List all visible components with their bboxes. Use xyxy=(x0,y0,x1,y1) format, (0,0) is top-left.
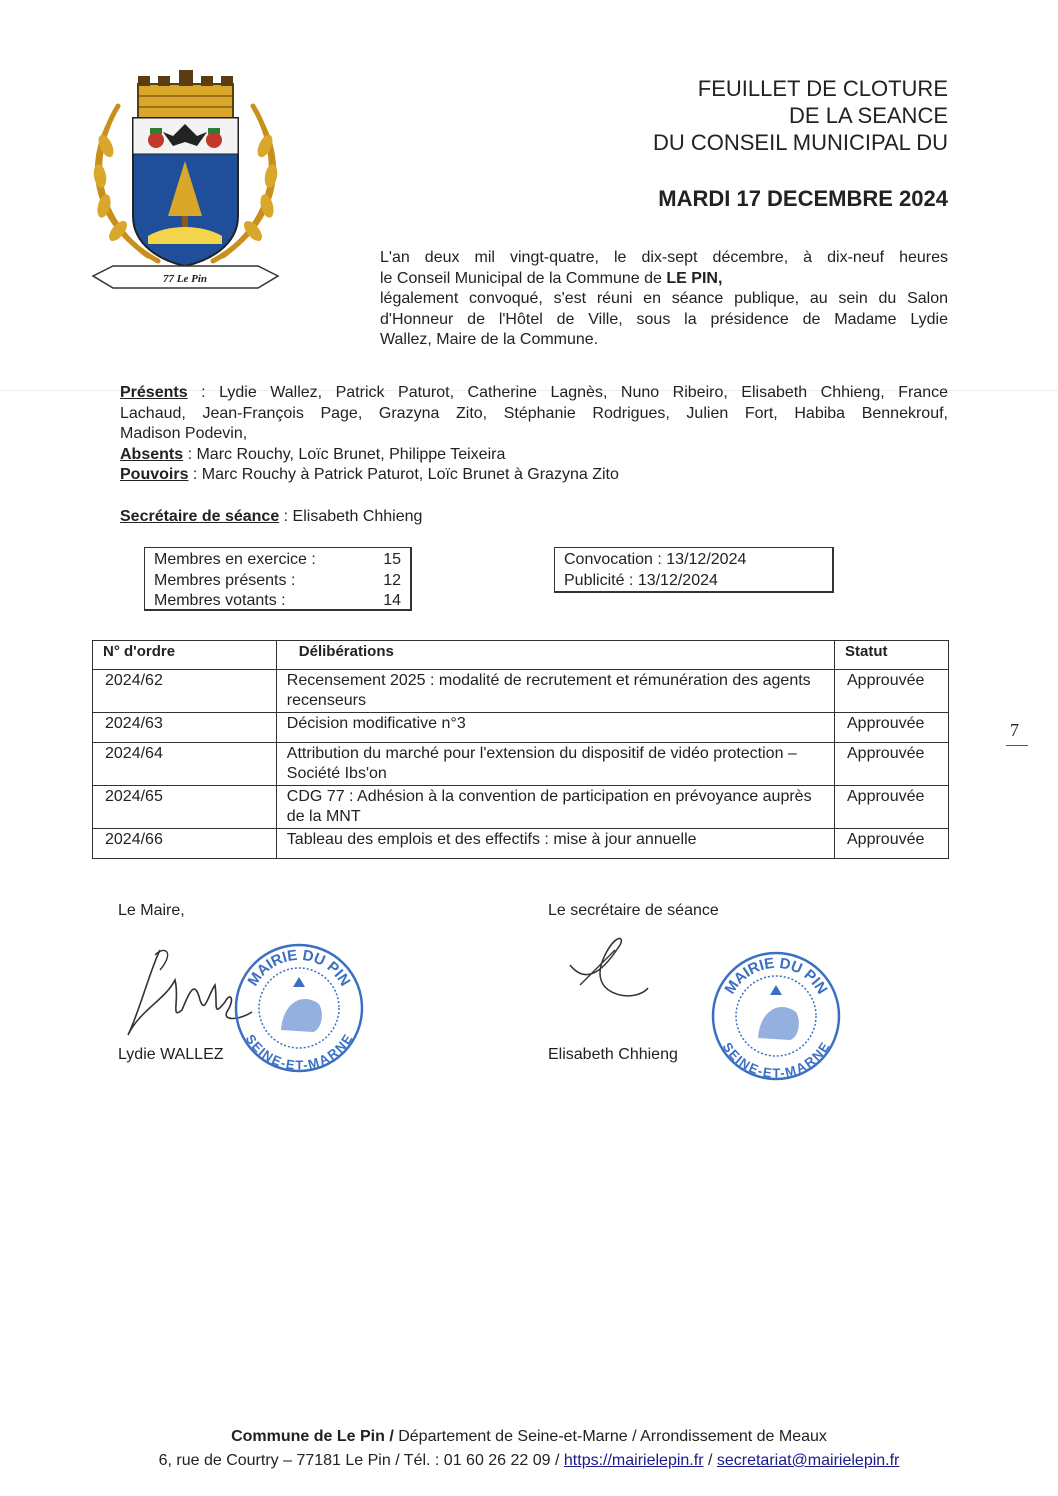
intro-paragraph xyxy=(380,248,948,351)
convocation-dates-box xyxy=(554,547,834,593)
presents-label: Présents xyxy=(120,384,188,401)
mayor-name: Lydie WALLEZ xyxy=(118,1046,224,1063)
members-value: 15 xyxy=(383,551,401,568)
title-line-1: FEUILLET DE CLOTURE xyxy=(697,76,948,101)
row-status: Approuvée xyxy=(835,743,949,786)
row-number: 2024/65 xyxy=(93,786,277,829)
members-value: 14 xyxy=(383,592,401,609)
table-row xyxy=(93,670,949,713)
row-status: Approuvée xyxy=(835,670,949,713)
col-header-statut: Statut xyxy=(835,641,949,670)
row-deliberation: Tableau des emplois et des effectifs : mise à jour annuelle xyxy=(276,829,834,859)
presents-text-1: : Lydie Wallez, Patrick Paturot, Catherine Lagnès, Nuno Ribeiro, Elisabeth Chhieng, France xyxy=(187,384,948,401)
secretaire-line xyxy=(120,508,422,526)
row-number: 2024/64 xyxy=(93,743,277,786)
email-link[interactable]: secretariat@mairielepin.fr xyxy=(716,1452,900,1469)
members-row xyxy=(154,591,410,612)
mairie-stamp-left xyxy=(233,942,365,1079)
secretary-name: Elisabeth Chhieng xyxy=(548,1046,678,1063)
margin-underline xyxy=(1006,745,1028,746)
presents-line-3: Madison Podevin, xyxy=(120,425,248,443)
stamp-top-text: MAIRIE DU PIN xyxy=(721,954,831,998)
table-row xyxy=(93,743,949,786)
intro-line-5: Wallez, Maire de la Commune. xyxy=(380,331,599,349)
stamp-bottom-text: SEINE-ET-MARNE xyxy=(719,1039,833,1081)
pouvoirs-label: Pouvoirs xyxy=(120,466,189,484)
row-number: 2024/62 xyxy=(93,670,277,713)
members-count-box xyxy=(144,547,412,611)
absents-text: : Marc Rouchy, Loïc Brunet, Philippe Teixeira xyxy=(183,445,506,463)
pouvoirs-line xyxy=(120,465,948,486)
pouvoirs-text: : Marc Rouchy à Patrick Paturot, Loïc Brunet à Grazyna Zito xyxy=(188,466,619,484)
footer-separator: / xyxy=(703,1452,717,1469)
presents-line-2: Lachaud, Jean-François Page, Grazyna Zito, Stéphanie Rodrigues, Julien Fort, Habiba Bennekrouf, xyxy=(120,404,948,422)
intro-line-1: L'an deux mil vingt-quatre, le dix-sept décembre, à dix-neuf heures xyxy=(380,249,948,266)
absents-label: Absents xyxy=(120,445,184,463)
row-status: Approuvée xyxy=(835,713,949,743)
footer-contact-line xyxy=(0,1449,1058,1473)
footer-address: 6, rue de Courtry – 77181 Le Pin / Tél. : 01 60 26 22 09 / xyxy=(158,1452,564,1469)
title-line-3: DU CONSEIL MUNICIPAL DU xyxy=(652,130,948,155)
members-label: Membres votants : xyxy=(154,592,286,609)
secretaire-label: Secrétaire de séance xyxy=(120,508,280,525)
table-row xyxy=(93,713,949,743)
convocation-date: Convocation : 13/12/2024 xyxy=(564,551,747,568)
row-deliberation: Décision modificative n°3 xyxy=(276,713,834,743)
mairie-stamp-right xyxy=(710,950,842,1087)
row-number: 2024/63 xyxy=(93,713,277,743)
website-link[interactable]: https://mairielepin.fr xyxy=(563,1452,704,1469)
session-date: MARDI 17 DECEMBRE 2024 xyxy=(658,186,948,211)
intro-line-2 xyxy=(380,269,948,290)
table-header-row xyxy=(93,641,949,670)
col-header-ordre: N° d'ordre xyxy=(93,641,277,670)
margin-page-number: 7 xyxy=(1010,720,1019,740)
svg-text:SEINE-ET-MARNE xyxy=(720,1039,833,1080)
title-line-2: DE LA SEANCE xyxy=(789,103,948,128)
row-deliberation: Attribution du marché pour l'extension du dispositif de vidéo protection – Société Ibs'on xyxy=(276,743,834,786)
intro-line-3: légalement convoqué, s'est réuni en séance publique, au sein du Salon xyxy=(380,290,948,308)
row-status: Approuvée xyxy=(835,786,949,829)
footer-department: Département de Seine-et-Marne / Arrondissement de Meaux xyxy=(393,1428,827,1445)
secretary-signature xyxy=(560,930,660,1010)
members-label: Membres en exercice : xyxy=(154,551,316,568)
table-row xyxy=(93,829,949,859)
table-row xyxy=(93,786,949,829)
members-label: Membres présents : xyxy=(154,571,296,589)
mayor-title: Le Maire, xyxy=(118,902,185,919)
secretary-title: Le secrétaire de séance xyxy=(548,902,719,919)
commune-name: LE PIN, xyxy=(666,269,723,287)
footer-commune: Commune de Le Pin / xyxy=(231,1428,394,1445)
members-row xyxy=(154,550,410,571)
page-footer xyxy=(0,1425,1058,1473)
secretaire-text: : Elisabeth Chhieng xyxy=(279,508,423,525)
intro-line-2-text: le Conseil Municipal de la Commune de xyxy=(380,269,667,287)
stamp-top-text: MAIRIE DU PIN xyxy=(244,946,354,990)
commune-crest-logo xyxy=(78,66,293,306)
absents-line xyxy=(120,445,948,466)
deliberations-table xyxy=(92,640,949,859)
presents-line-1 xyxy=(120,383,948,404)
row-number: 2024/66 xyxy=(93,829,277,859)
row-status: Approuvée xyxy=(835,829,949,859)
svg-text:SEINE-ET-MARNE xyxy=(243,1031,356,1072)
members-row xyxy=(154,571,410,592)
members-value: 12 xyxy=(383,571,401,589)
col-header-deliberations: Délibérations xyxy=(276,641,834,670)
row-deliberation: Recensement 2025 : modalité de recrutement et rémunération des agents recenseurs xyxy=(276,670,834,713)
publicite-date: Publicité : 13/12/2024 xyxy=(564,571,718,589)
attendance-section xyxy=(120,383,948,486)
document-title xyxy=(653,75,948,156)
intro-line-4: d'Honneur de l'Hôtel de Ville, sous la présidence de Madame Lydie xyxy=(380,310,948,328)
crest-caption: 77 Le Pin xyxy=(163,273,207,285)
footer-org-line xyxy=(0,1425,1058,1449)
row-deliberation: CDG 77 : Adhésion à la convention de participation en prévoyance auprès de la MNT xyxy=(276,786,834,829)
stamp-bottom-text: SEINE-ET-MARNE xyxy=(242,1031,356,1073)
